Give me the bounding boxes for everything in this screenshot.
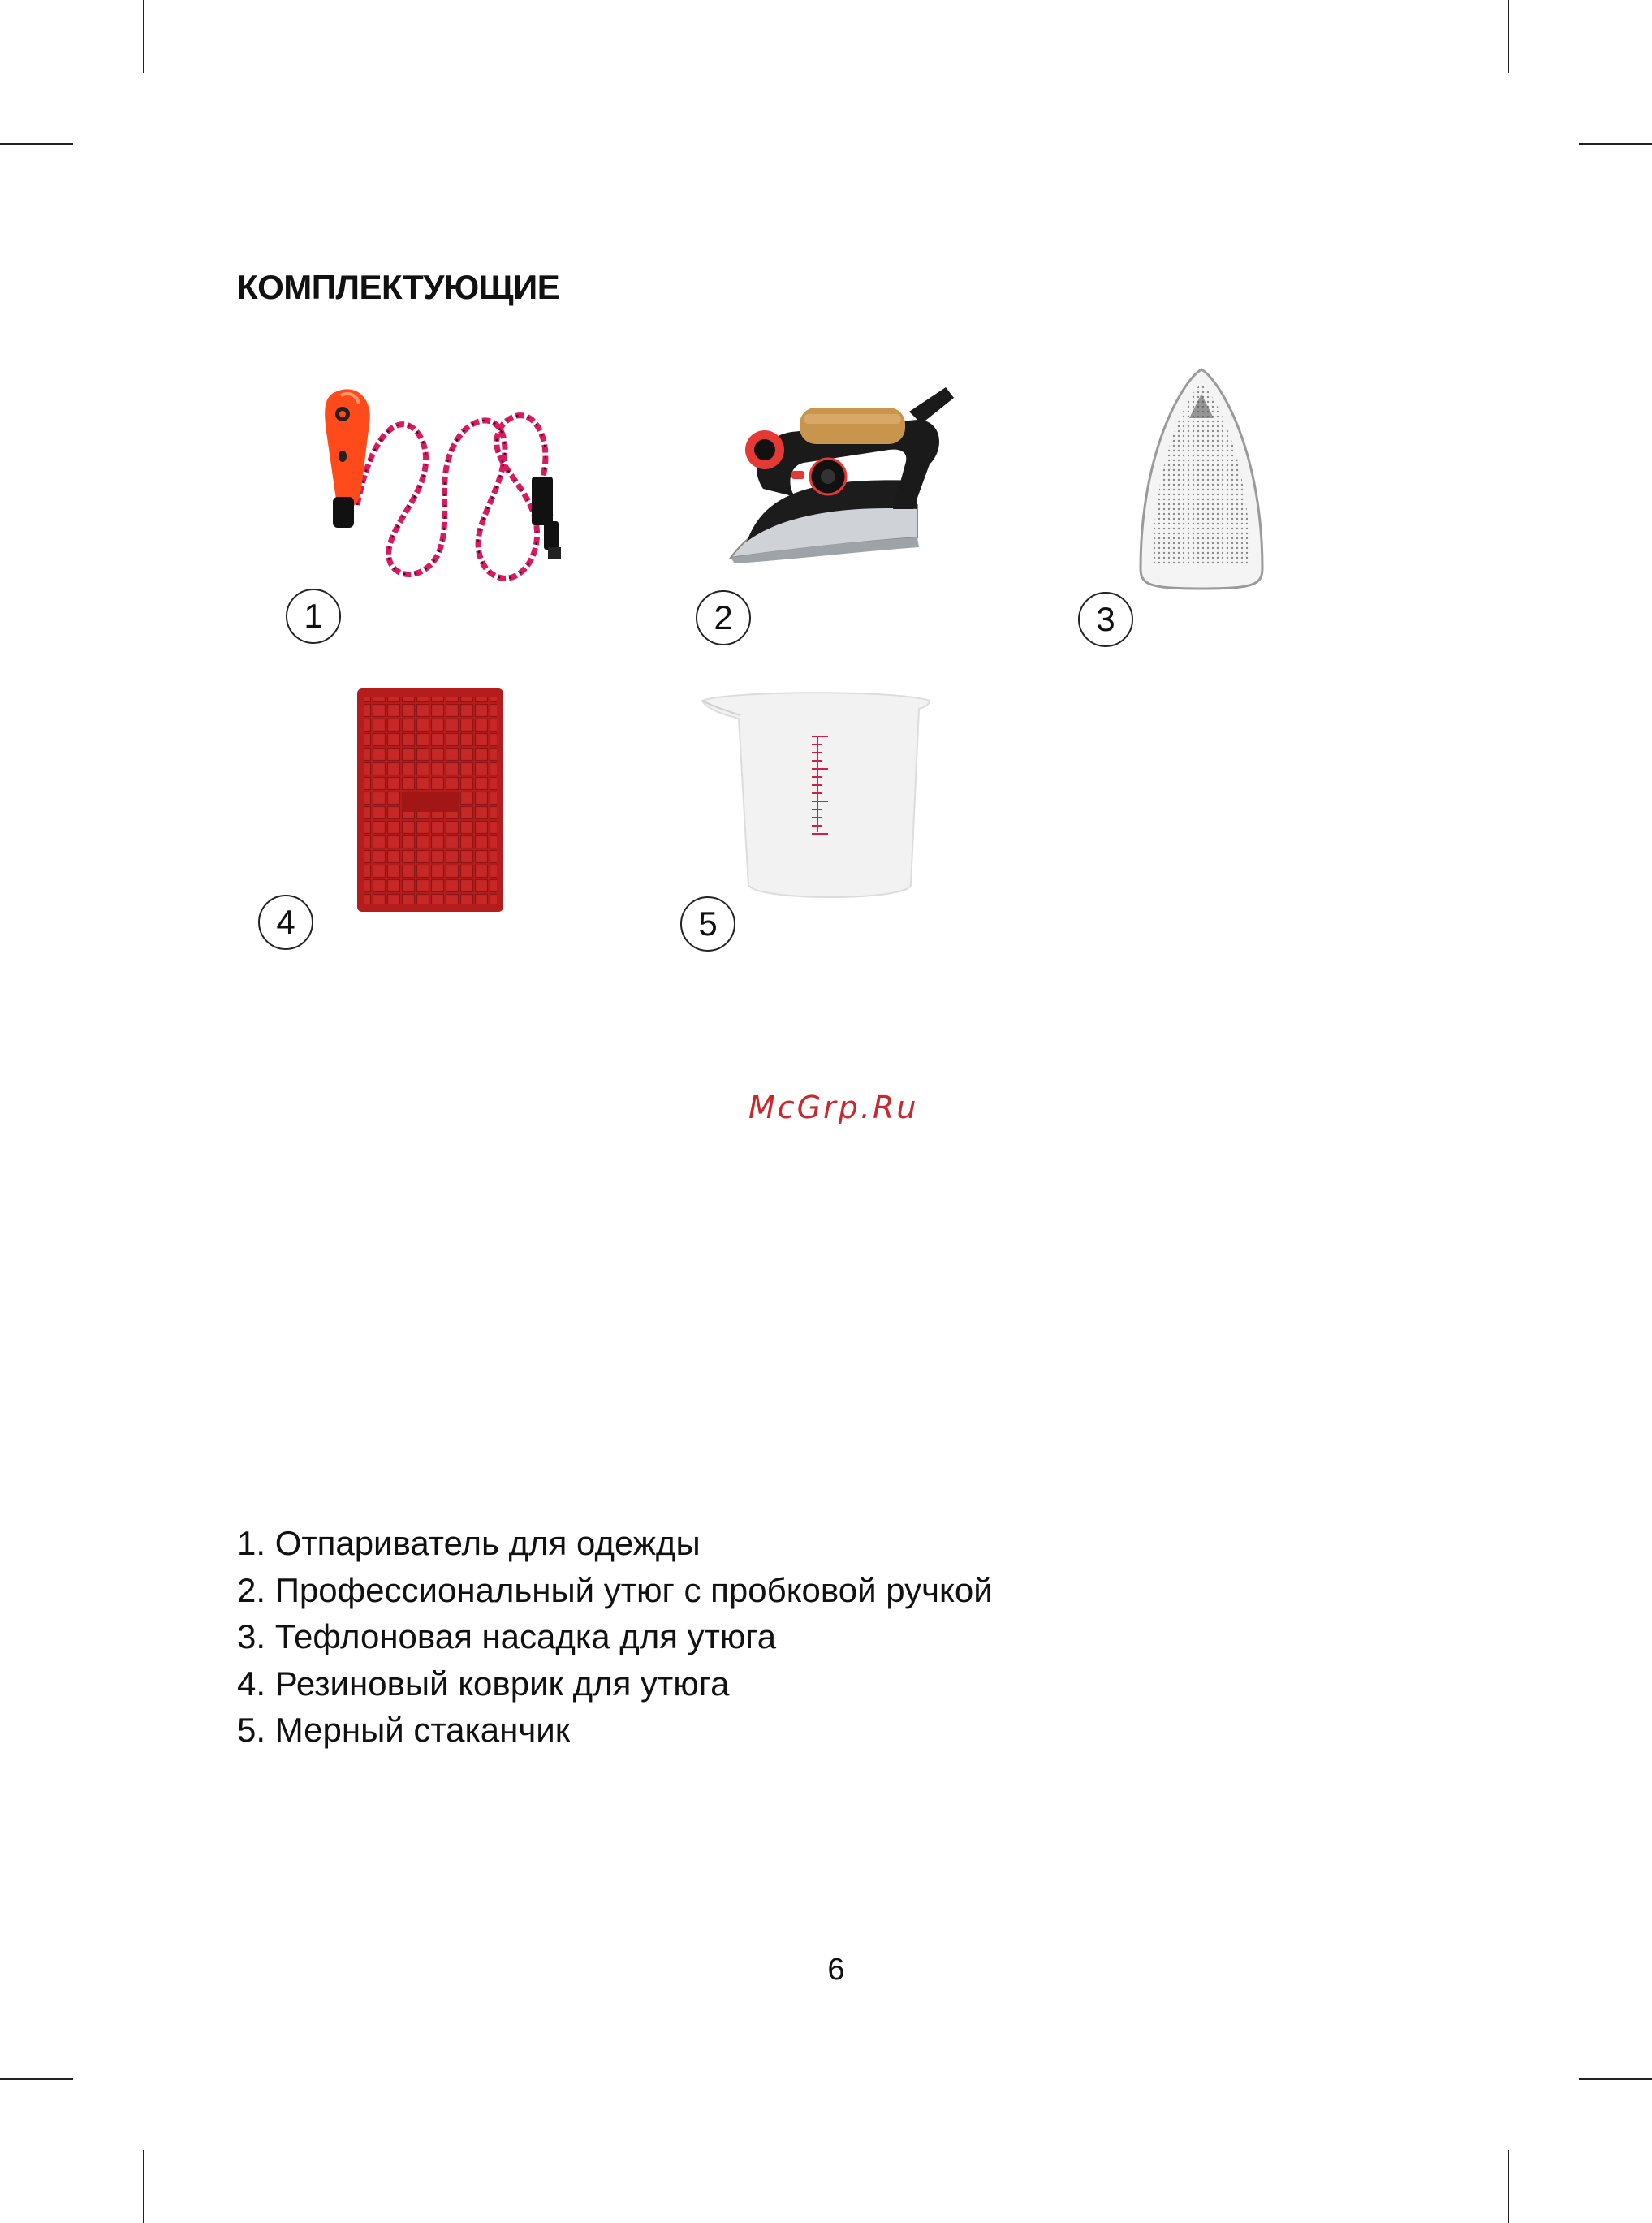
figure-4: [357, 688, 503, 912]
crop-mark: [0, 2078, 73, 2080]
watermark: McGrp.Ru: [748, 1090, 919, 1125]
list-item: 4. Резиновый коврик для утюга: [237, 1664, 730, 1703]
figure-number-5: 5: [680, 896, 735, 952]
crop-mark: [0, 143, 73, 145]
measuring-cup-icon: [698, 686, 934, 905]
garment-steamer-icon: [300, 375, 593, 602]
cork-handle-iron-icon: [714, 375, 958, 586]
list-item: 1. Отпариватель для одежды: [237, 1524, 701, 1562]
figure-2: [714, 375, 958, 586]
components-list: [237, 1520, 993, 1754]
list-item: 5. Мерный стаканчик: [237, 1711, 571, 1749]
crop-mark: [1508, 2150, 1509, 2223]
list-item: 3. Тефлоновая насадка для утюга: [237, 1617, 777, 1655]
crop-mark: [1579, 143, 1652, 145]
figure-number-2: 2: [696, 590, 751, 645]
crop-mark: [1508, 0, 1509, 73]
figure-number-3: 3: [1078, 592, 1133, 647]
figure-number-4: 4: [258, 895, 313, 950]
crop-mark: [1579, 2078, 1652, 2080]
page-number: 6: [827, 1953, 845, 1987]
figure-number-1: 1: [286, 589, 341, 644]
crop-mark: [143, 2150, 144, 2223]
crop-mark: [143, 0, 144, 73]
figure-3: [1132, 365, 1270, 593]
page-title: КОМПЛЕКТУЮЩИЕ: [237, 268, 560, 306]
list-item: 2. Профессиональный утюг с пробковой ручкой: [237, 1570, 993, 1609]
figure-1: [300, 375, 593, 602]
teflon-soleplate-icon: [1132, 365, 1270, 593]
figure-5: [698, 686, 934, 905]
rubber-mat-icon: [357, 688, 503, 912]
